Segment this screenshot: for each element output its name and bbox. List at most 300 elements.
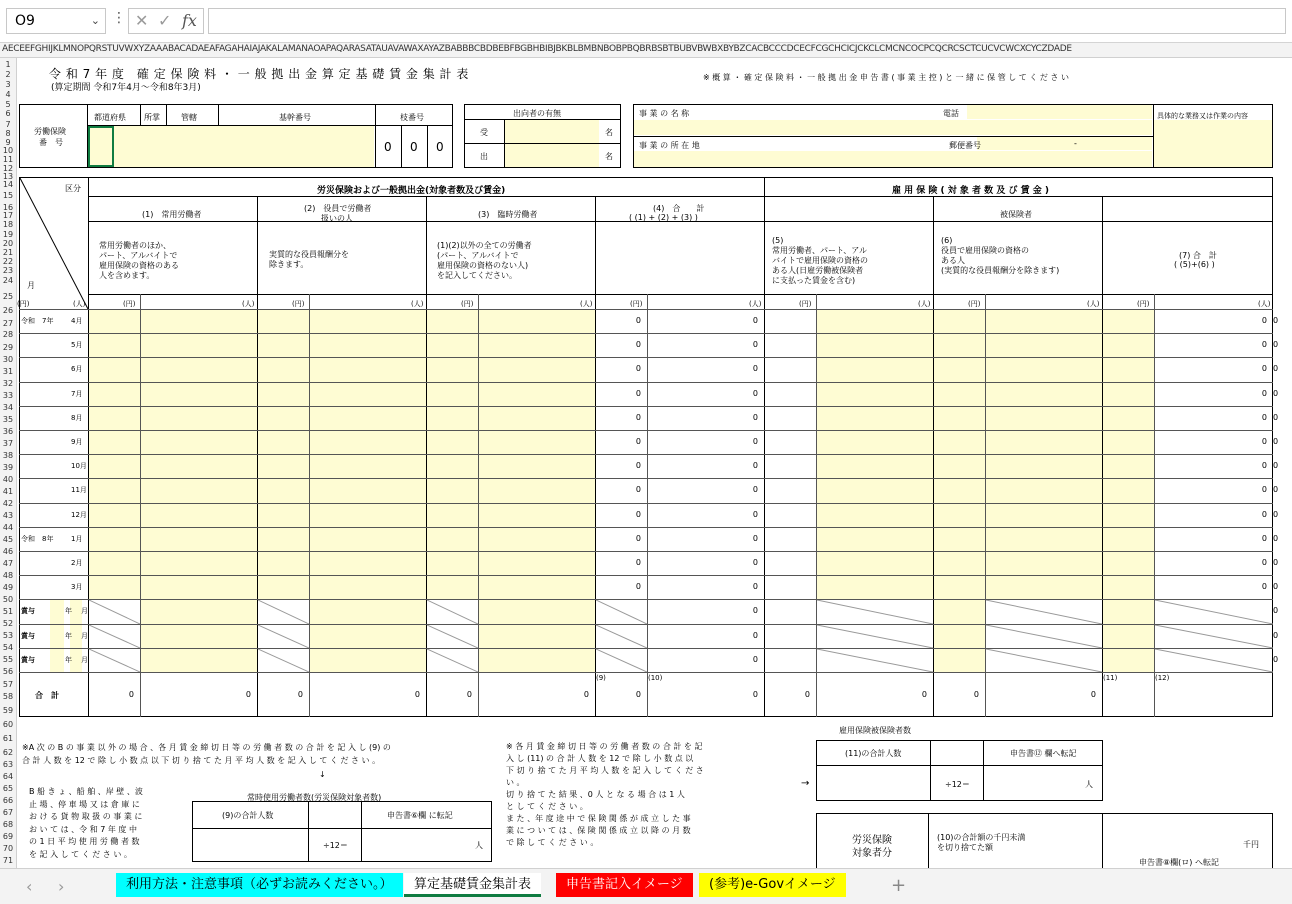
pref-header: 都道府県 xyxy=(94,113,126,122)
row-number[interactable]: 64 xyxy=(2,772,14,781)
input-cell[interactable] xyxy=(89,310,140,333)
row-number[interactable]: 34 xyxy=(2,403,14,412)
input-cell[interactable] xyxy=(479,552,595,575)
row-number[interactable]: 2 xyxy=(5,70,11,79)
computed-value: 0 xyxy=(635,510,641,519)
row-number[interactable]: 49 xyxy=(2,583,14,592)
total-value: 0 xyxy=(1090,689,1096,699)
computed-value: 0 xyxy=(752,655,758,664)
row-number[interactable]: 10 xyxy=(2,146,14,155)
input-cell[interactable] xyxy=(479,576,595,599)
input-cell[interactable] xyxy=(986,358,1102,382)
col1-description: 常用労働者のほか、 パート、アルバイトで 雇用保険の資格のある 人を含めます。 xyxy=(99,241,179,280)
row-number[interactable]: 67 xyxy=(2,808,14,817)
input-cell[interactable] xyxy=(934,649,985,672)
not-applicable-diagonal xyxy=(1155,649,1273,672)
input-cell[interactable] xyxy=(427,479,478,503)
input-cell[interactable] xyxy=(89,407,140,430)
row-number[interactable]: 19 xyxy=(2,230,14,239)
row-number[interactable]: 48 xyxy=(2,571,14,580)
mark-12: (12) xyxy=(1155,674,1170,682)
row-number[interactable]: 57 xyxy=(2,680,14,689)
name-box[interactable] xyxy=(6,8,106,34)
input-cell[interactable] xyxy=(934,479,985,503)
total-value: 0 xyxy=(635,689,641,699)
month-name: 6月 xyxy=(71,365,83,373)
computed-value: 0 xyxy=(1273,510,1279,519)
input-cell[interactable] xyxy=(817,431,933,454)
row-number[interactable]: 63 xyxy=(2,760,14,769)
input-cell[interactable] xyxy=(89,504,140,527)
row-number[interactable]: 33 xyxy=(2,391,14,400)
input-cell[interactable] xyxy=(817,528,933,551)
input-cell[interactable] xyxy=(141,576,257,599)
row-number[interactable]: 11 xyxy=(2,155,14,164)
dispatch-in-unit: 名 xyxy=(605,128,613,137)
not-applicable-diagonal xyxy=(427,625,478,648)
computed-value: 0 xyxy=(635,316,641,325)
input-cell[interactable] xyxy=(89,479,140,503)
input-cell[interactable] xyxy=(986,552,1102,575)
page-title: 令 和 7 年 度 確 定 保 険 料 ・ 一 般 拠 出 金 算 定 基 礎 賃 金 集 計 表 xyxy=(49,67,469,81)
row-number[interactable]: 22 xyxy=(2,257,14,266)
input-cell[interactable] xyxy=(479,358,595,382)
input-cell[interactable] xyxy=(479,625,595,648)
koyo-unit: 人 xyxy=(1085,780,1093,789)
input-cell[interactable] xyxy=(141,600,257,624)
row-number[interactable]: 35 xyxy=(2,415,14,424)
computed-value: 0 xyxy=(635,389,641,398)
row-number[interactable]: 37 xyxy=(2,439,14,448)
computed-value: 0 xyxy=(1273,558,1279,567)
input-cell[interactable] xyxy=(934,552,985,575)
input-cell[interactable] xyxy=(1103,552,1154,575)
input-cell[interactable] xyxy=(427,358,478,382)
input-cell[interactable] xyxy=(1103,528,1154,551)
month-name: 3月 xyxy=(71,583,83,591)
tab-usage-notes[interactable]: 利用方法・注意事項（必ずお読みください。） xyxy=(116,873,403,897)
row-number[interactable]: 28 xyxy=(2,330,14,339)
input-cell[interactable] xyxy=(89,334,140,357)
computed-value: 0 xyxy=(752,606,758,615)
unit-yen-label: (円) xyxy=(292,300,305,308)
input-cell[interactable] xyxy=(817,455,933,478)
unit-person-label: (人) xyxy=(411,300,424,308)
input-cell[interactable] xyxy=(310,455,426,478)
input-cell[interactable] xyxy=(934,455,985,478)
row-number[interactable]: 46 xyxy=(2,547,14,556)
input-cell[interactable] xyxy=(258,455,309,478)
row-number[interactable]: 60 xyxy=(2,720,14,729)
input-cell[interactable] xyxy=(479,600,595,624)
computed-value: 0 xyxy=(1273,413,1279,422)
computed-value: 0 xyxy=(752,534,758,543)
unit-yen-label: (円) xyxy=(461,300,474,308)
input-cell[interactable] xyxy=(310,479,426,503)
input-cell[interactable] xyxy=(258,576,309,599)
computed-value: 0 xyxy=(1273,461,1279,470)
computed-value: 0 xyxy=(635,558,641,567)
input-cell[interactable] xyxy=(141,504,257,527)
input-cell[interactable] xyxy=(986,479,1102,503)
cancel-icon[interactable]: ✕ xyxy=(135,11,149,30)
row-number[interactable]: 70 xyxy=(2,844,14,853)
input-cell[interactable] xyxy=(310,552,426,575)
input-cell[interactable] xyxy=(141,625,257,648)
input-cell[interactable] xyxy=(1103,310,1154,333)
input-cell[interactable] xyxy=(427,504,478,527)
input-cell[interactable] xyxy=(310,431,426,454)
not-applicable-diagonal xyxy=(1155,600,1273,624)
input-cell[interactable] xyxy=(479,431,595,454)
row-number[interactable]: 52 xyxy=(2,619,14,628)
koyo-sum-label: (11)の合計人数 xyxy=(845,749,902,758)
input-cell[interactable] xyxy=(934,600,985,624)
computed-value: 0 xyxy=(752,316,758,325)
input-cell[interactable] xyxy=(1103,334,1154,357)
col6-description: (6) 役員で雇用保険の資格の ある人 (実質的な役員報酬分を除きます) xyxy=(941,236,1060,275)
input-cell[interactable] xyxy=(479,479,595,503)
dispatch-out-unit: 名 xyxy=(605,152,613,161)
jouji-title: 常時使用労働者数(労災保険対象者数) xyxy=(247,793,382,802)
row-headers[interactable] xyxy=(0,58,17,868)
row-number[interactable]: 18 xyxy=(2,220,14,229)
input-cell[interactable] xyxy=(479,528,595,551)
input-cell[interactable] xyxy=(141,528,257,551)
row-number[interactable]: 42 xyxy=(2,499,14,508)
input-cell[interactable] xyxy=(310,383,426,406)
row-number[interactable]: 9 xyxy=(5,138,11,147)
more-icon[interactable]: ⋮ xyxy=(112,10,126,26)
input-cell[interactable] xyxy=(89,455,140,478)
tab-egov-reference[interactable]: (参考)e-Govイメージ xyxy=(699,873,846,897)
input-cell[interactable] xyxy=(986,528,1102,551)
input-cell[interactable] xyxy=(817,552,933,575)
chevron-right-icon[interactable]: › xyxy=(58,877,65,896)
row-number[interactable]: 58 xyxy=(2,692,14,701)
input-cell[interactable] xyxy=(1103,455,1154,478)
input-cell[interactable] xyxy=(1103,431,1154,454)
kikan-header: 基幹番号 xyxy=(279,113,311,122)
row-number[interactable]: 6 xyxy=(5,109,11,118)
row-number[interactable]: 55 xyxy=(2,655,14,664)
not-applicable-diagonal xyxy=(427,649,478,672)
input-cell[interactable] xyxy=(817,479,933,503)
shosho-header: 所掌 xyxy=(144,113,160,122)
formula-bar xyxy=(0,0,1292,43)
input-cell[interactable] xyxy=(817,407,933,430)
computed-value: 0 xyxy=(752,413,758,422)
top-note: ※ 概 算 ・ 確 定 保 険 料 ・ 一 般 拠 出 金 申 告 書 ( 事 業 主 控 ) と 一 緒 に 保 管 し て く だ さ い xyxy=(703,73,1069,82)
computed-value: 0 xyxy=(752,485,758,494)
row-number[interactable]: 40 xyxy=(2,475,14,484)
input-cell[interactable] xyxy=(986,431,1102,454)
insert-function-icon[interactable]: fx xyxy=(182,11,197,30)
jouji-transfer-label: 申告書⑥欄 に転記 xyxy=(387,811,453,820)
row-number[interactable]: 32 xyxy=(2,379,14,388)
input-cell[interactable] xyxy=(310,600,426,624)
computed-value: 0 xyxy=(635,534,641,543)
unit-person-label: (人) xyxy=(918,300,931,308)
input-cell[interactable] xyxy=(934,504,985,527)
input-cell[interactable] xyxy=(479,407,595,430)
input-cell[interactable] xyxy=(141,407,257,430)
not-applicable-diagonal xyxy=(986,600,1102,624)
rosai-desc-2: を切り捨てた額 xyxy=(937,843,993,852)
koyo-transfer-label: 申告書⑫ 欄へ転記 xyxy=(1010,749,1077,758)
row-number[interactable]: 54 xyxy=(2,643,14,652)
input-cell[interactable] xyxy=(479,383,595,406)
input-cell[interactable] xyxy=(258,431,309,454)
input-cell[interactable] xyxy=(934,407,985,430)
input-cell[interactable] xyxy=(934,310,985,333)
input-cell[interactable] xyxy=(1103,600,1154,624)
row-number[interactable]: 65 xyxy=(2,784,14,793)
input-cell[interactable] xyxy=(986,310,1102,333)
row-number[interactable]: 20 xyxy=(2,239,14,248)
row-number[interactable]: 45 xyxy=(2,535,14,544)
not-applicable-diagonal xyxy=(258,625,309,648)
computed-value: 0 xyxy=(1261,340,1267,349)
not-applicable-diagonal xyxy=(596,600,647,624)
input-cell[interactable] xyxy=(1103,358,1154,382)
unit-person-label: (人) xyxy=(749,300,762,308)
input-cell[interactable] xyxy=(310,407,426,430)
row-number[interactable]: 14 xyxy=(2,180,14,189)
row-number[interactable]: 30 xyxy=(2,355,14,364)
row-number[interactable]: 15 xyxy=(2,191,14,200)
bonus-year-input[interactable] xyxy=(50,600,64,624)
row-number[interactable]: 66 xyxy=(2,796,14,805)
input-cell[interactable] xyxy=(427,310,478,333)
row-number[interactable]: 47 xyxy=(2,559,14,568)
tab-filing-example[interactable]: 申告書記入イメージ xyxy=(556,873,693,897)
input-cell[interactable] xyxy=(479,649,595,672)
input-cell[interactable] xyxy=(258,334,309,357)
row-number[interactable]: 53 xyxy=(2,631,14,640)
unit-yen-label: (円) xyxy=(968,300,981,308)
input-cell[interactable] xyxy=(427,576,478,599)
input-cell[interactable] xyxy=(258,504,309,527)
month-name: 2月 xyxy=(71,559,83,567)
row-number[interactable]: 17 xyxy=(2,211,14,220)
input-cell[interactable] xyxy=(310,504,426,527)
input-cell[interactable] xyxy=(986,455,1102,478)
input-cell[interactable] xyxy=(427,431,478,454)
chevron-left-icon[interactable]: ‹ xyxy=(26,877,33,896)
row-number[interactable]: 31 xyxy=(2,367,14,376)
input-cell[interactable] xyxy=(986,407,1102,430)
row-number[interactable]: 41 xyxy=(2,487,14,496)
row-number[interactable]: 8 xyxy=(5,129,11,138)
input-cell[interactable] xyxy=(310,310,426,333)
input-cell[interactable] xyxy=(817,310,933,333)
row-number[interactable]: 27 xyxy=(2,319,14,328)
input-cell[interactable] xyxy=(427,528,478,551)
bonus-year-label: 年 xyxy=(65,632,72,640)
input-cell[interactable] xyxy=(934,431,985,454)
input-cell[interactable] xyxy=(89,358,140,382)
computed-value: 0 xyxy=(752,510,758,519)
row-number[interactable]: 51 xyxy=(2,607,14,616)
row-number[interactable]: 13 xyxy=(2,172,14,181)
computed-value: 0 xyxy=(635,364,641,373)
row-number[interactable]: 5 xyxy=(5,100,11,109)
arrow-right: → xyxy=(801,778,810,789)
input-cell[interactable] xyxy=(479,504,595,527)
enter-icon[interactable]: ✓ xyxy=(158,11,172,30)
input-cell[interactable] xyxy=(310,649,426,672)
input-cell[interactable] xyxy=(310,576,426,599)
computed-value: 0 xyxy=(635,461,641,470)
input-cell[interactable] xyxy=(141,358,257,382)
input-cell[interactable] xyxy=(141,383,257,406)
input-cell[interactable] xyxy=(1103,407,1154,430)
not-applicable-diagonal xyxy=(258,600,309,624)
row-number[interactable]: 24 xyxy=(2,276,14,285)
input-cell[interactable] xyxy=(310,334,426,357)
not-applicable-diagonal xyxy=(89,600,140,624)
row-number[interactable]: 43 xyxy=(2,511,14,520)
input-cell[interactable] xyxy=(817,383,933,406)
input-cell[interactable] xyxy=(89,576,140,599)
input-cell[interactable] xyxy=(1103,576,1154,599)
input-cell[interactable] xyxy=(1103,625,1154,648)
tab-wage-summary[interactable]: 算定基礎賃金集計表 xyxy=(404,873,541,897)
row-number[interactable]: 44 xyxy=(2,523,14,532)
row-number[interactable]: 38 xyxy=(2,451,14,460)
formula-input[interactable] xyxy=(208,8,1286,34)
input-cell[interactable] xyxy=(934,383,985,406)
input-cell[interactable] xyxy=(258,407,309,430)
row-number[interactable]: 23 xyxy=(2,266,14,275)
dispatch-title: 出向者の有無 xyxy=(513,109,561,118)
input-cell[interactable] xyxy=(141,649,257,672)
row-number[interactable]: 39 xyxy=(2,463,14,472)
row-number[interactable]: 36 xyxy=(2,427,14,436)
input-cell[interactable] xyxy=(427,455,478,478)
row-number[interactable]: 16 xyxy=(2,203,14,212)
input-cell[interactable] xyxy=(258,310,309,333)
input-cell[interactable] xyxy=(89,383,140,406)
input-cell[interactable] xyxy=(310,358,426,382)
input-cell[interactable] xyxy=(310,528,426,551)
row-number[interactable]: 12 xyxy=(2,164,14,173)
row-number[interactable]: 68 xyxy=(2,820,14,829)
input-cell[interactable] xyxy=(141,455,257,478)
not-applicable-diagonal xyxy=(89,625,140,648)
input-cell[interactable] xyxy=(1103,383,1154,406)
input-cell[interactable] xyxy=(479,455,595,478)
unit-person-label: (人) xyxy=(580,300,593,308)
input-cell[interactable] xyxy=(1103,649,1154,672)
input-cell[interactable] xyxy=(258,528,309,551)
input-cell[interactable] xyxy=(310,625,426,648)
total-label: 合 計 xyxy=(35,690,59,700)
row-number[interactable]: 3 xyxy=(5,80,11,89)
divider xyxy=(88,294,1273,295)
input-cell[interactable] xyxy=(141,334,257,357)
input-cell[interactable] xyxy=(817,576,933,599)
input-cell[interactable] xyxy=(89,528,140,551)
spreadsheet-grid[interactable] xyxy=(17,58,1292,868)
row-number[interactable]: 71 xyxy=(2,856,14,865)
row-number[interactable]: 50 xyxy=(2,595,14,604)
input-cell[interactable] xyxy=(934,528,985,551)
row-number[interactable]: 56 xyxy=(2,667,14,676)
input-cell[interactable] xyxy=(479,310,595,333)
computed-value: 0 xyxy=(752,340,758,349)
column-headers[interactable] xyxy=(0,43,1292,58)
input-cell[interactable] xyxy=(427,552,478,575)
input-cell[interactable] xyxy=(1103,504,1154,527)
labor-no-label-2: 番 号 xyxy=(39,138,63,147)
input-cell[interactable] xyxy=(258,358,309,382)
input-cell[interactable] xyxy=(89,431,140,454)
row-number[interactable]: 7 xyxy=(5,120,11,129)
row-number[interactable]: 61 xyxy=(2,734,14,743)
input-cell[interactable] xyxy=(1103,479,1154,503)
selected-cell[interactable] xyxy=(88,126,114,167)
input-cell[interactable] xyxy=(258,479,309,503)
input-cell[interactable] xyxy=(817,334,933,357)
row-number[interactable]: 25 xyxy=(2,292,14,301)
input-cell[interactable] xyxy=(934,358,985,382)
input-cell[interactable] xyxy=(479,334,595,357)
input-cell[interactable] xyxy=(934,334,985,357)
input-cell[interactable] xyxy=(427,334,478,357)
input-cell[interactable] xyxy=(986,576,1102,599)
unit-person-label: (人) xyxy=(1087,300,1100,308)
add-sheet-icon[interactable]: + xyxy=(891,875,907,896)
row-number[interactable]: 59 xyxy=(2,706,14,715)
total-value: 0 xyxy=(583,689,589,699)
row-number[interactable]: 4 xyxy=(5,90,11,99)
row-number[interactable]: 69 xyxy=(2,832,14,841)
bonus-year-input[interactable] xyxy=(50,625,64,648)
bonus-year-input[interactable] xyxy=(50,649,64,672)
chevron-down-icon[interactable]: ⌄ xyxy=(90,14,100,27)
row-number[interactable]: 1 xyxy=(5,60,11,69)
input-cell[interactable] xyxy=(817,358,933,382)
note-a: ※A 次 の B の 事 業 以 外 の 場 合 、各 月 賃 金 締 切 日 等 の 労 働 者 数 の 合 計 を 記 入 し (9) の 合 計 人 数 を 12 で 除 し 小 数 点 以 下 切 り 捨 て た 月 平 均 人 数 を 記 入 し て く だ さ い 。 xyxy=(22,743,391,765)
input-cell[interactable] xyxy=(141,431,257,454)
row-number[interactable]: 29 xyxy=(2,343,14,352)
input-cell[interactable] xyxy=(427,383,478,406)
input-cell[interactable] xyxy=(89,552,140,575)
input-cell[interactable] xyxy=(986,383,1102,406)
eda-value: 0 xyxy=(410,140,418,154)
input-cell[interactable] xyxy=(141,479,257,503)
row-number[interactable]: 62 xyxy=(2,748,14,757)
input-cell[interactable] xyxy=(141,310,257,333)
bonus-year-label: 年 xyxy=(65,656,72,664)
input-cell[interactable] xyxy=(141,552,257,575)
input-cell[interactable] xyxy=(258,383,309,406)
total-value: 0 xyxy=(466,689,472,699)
input-cell[interactable] xyxy=(986,504,1102,527)
input-cell[interactable] xyxy=(986,334,1102,357)
row-number[interactable]: 26 xyxy=(2,306,14,315)
input-cell[interactable] xyxy=(258,552,309,575)
col7-description-1: (7) 合 計 xyxy=(1179,251,1217,260)
input-cell[interactable] xyxy=(934,625,985,648)
input-cell[interactable] xyxy=(817,504,933,527)
row-number[interactable]: 21 xyxy=(2,248,14,257)
input-cell[interactable] xyxy=(934,576,985,599)
not-applicable-diagonal xyxy=(89,649,140,672)
input-cell[interactable] xyxy=(427,407,478,430)
